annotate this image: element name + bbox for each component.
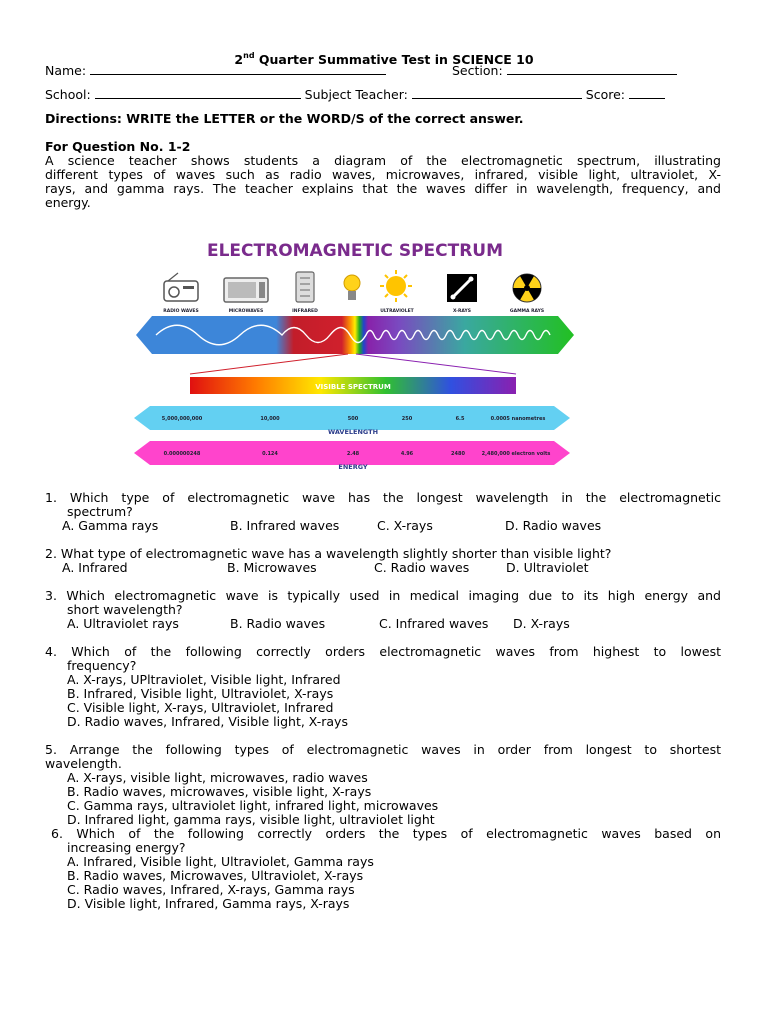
energy-value: 2.48 <box>346 451 360 457</box>
choice[interactable]: D. X-rays <box>513 616 570 631</box>
wavelength-value: 10,000 <box>260 416 280 422</box>
title-superscript: nd <box>243 51 255 60</box>
name-blank[interactable] <box>90 64 386 75</box>
radiation-icon <box>513 274 541 302</box>
intro-line: energy. <box>45 195 91 210</box>
band-label: MICROWAVES <box>228 309 264 314</box>
question-5: 5. Arrange the following types of electromagnetic waves in order from longest to shortest <box>45 742 721 757</box>
visible-spectrum-label: VISIBLE SPECTRUM <box>315 383 391 391</box>
choice[interactable]: A. X-rays, visible light, microwaves, radio waves <box>67 770 368 785</box>
choice[interactable]: D. Radio waves, Infrared, Visible light, X-rays <box>67 714 348 729</box>
section-row <box>452 64 677 78</box>
title-text: Quarter Summative Test in SCIENCE 10 <box>254 52 534 67</box>
choice[interactable]: B. Radio waves <box>230 616 326 631</box>
lightbulb-icon <box>344 275 360 300</box>
energy-value: 4.96 <box>400 451 414 457</box>
choice[interactable]: A. Ultraviolet rays <box>67 616 179 631</box>
intro-line: different types of waves such as radio waves, microwaves, infrared, visible light, ultraviolet, X- <box>45 167 721 182</box>
choice[interactable]: B. Microwaves <box>227 560 317 575</box>
choice[interactable]: B. Radio waves, Microwaves, Ultraviolet, X-rays <box>67 868 364 883</box>
wavelength-value: 250 <box>401 416 413 422</box>
question-4-continued: frequency? <box>67 658 137 673</box>
choice[interactable]: C. Infrared waves <box>379 616 489 631</box>
energy-value: 2,480,000 electron volts <box>481 451 551 457</box>
name-label: Name: <box>45 63 91 78</box>
question-4: 4. Which of the following correctly orders electromagnetic waves from highest to lowest <box>45 644 721 659</box>
question-3: 3. Which electromagnetic wave is typically used in medical imaging due to its high energy and <box>45 588 721 603</box>
question-1: 1. Which type of electromagnetic wave has the longest wavelength in the electromagnetic <box>45 490 721 505</box>
choice[interactable]: C. X-rays <box>377 518 433 533</box>
directions <box>45 112 524 126</box>
question-2: 2. What type of electromagnetic wave has a wavelength slightly shorter than visible light? <box>45 546 612 561</box>
choice[interactable]: D. Infrared light, gamma rays, visible light, ultraviolet light <box>67 812 435 827</box>
wavelength-value: 6.5 <box>455 416 465 422</box>
choice[interactable]: A. X-rays, UPltraviolet, Visible light, Infrared <box>67 672 341 687</box>
teacher-label: Subject Teacher: <box>300 87 412 102</box>
choice[interactable]: D. Radio waves <box>505 518 602 533</box>
choice[interactable]: A. Infrared, Visible light, Ultraviolet, Gamma rays <box>67 854 374 869</box>
energy-value: 2480 <box>451 451 465 457</box>
choice[interactable]: C. Radio waves, Infrared, X-rays, Gamma rays <box>67 882 355 897</box>
score-label: Score: <box>581 87 629 102</box>
x-ray-icon <box>447 274 477 302</box>
wavelength-value: 5,000,000,000 <box>161 416 203 422</box>
question-6: 6. Which of the following correctly orders the types of electromagnetic waves based on <box>51 826 721 841</box>
question-group-heading: For Question No. 1-2 <box>45 139 191 154</box>
directions-label: Directions: <box>45 111 122 126</box>
choice[interactable]: A. Gamma rays <box>62 518 159 533</box>
choice[interactable]: B. Radio waves, microwaves, visible light, X-rays <box>67 784 372 799</box>
teacher-blank[interactable] <box>412 88 582 99</box>
score-blank[interactable] <box>629 88 665 99</box>
choice[interactable]: C. Visible light, X-rays, Ultraviolet, Infrared <box>67 700 334 715</box>
question-5-continued: wavelength. <box>45 756 122 771</box>
section-blank[interactable] <box>507 64 677 75</box>
choice[interactable]: B. Infrared waves <box>230 518 340 533</box>
name-row <box>45 64 386 78</box>
question-6-continued: increasing energy? <box>67 840 186 855</box>
choice[interactable]: D. Ultraviolet <box>506 560 589 575</box>
diagram-title: ELECTROMAGNETIC SPECTRUM <box>206 241 504 261</box>
wavelength-value: 0.0005 nanometres <box>490 416 546 422</box>
intro-line: A science teacher shows students a diagram of the electromagnetic spectrum, illustrating <box>45 153 721 168</box>
section-label: Section: <box>452 63 507 78</box>
band-label: GAMMA RAYS <box>509 309 545 314</box>
question-1-continued: spectrum? <box>67 504 133 519</box>
band-label: INFRARED <box>292 309 318 314</box>
microwave-icon <box>224 278 268 302</box>
title-ordinal: 2 <box>234 52 244 67</box>
question-3-continued: short wavelength? <box>67 602 183 617</box>
energy-label: ENERGY <box>338 463 368 471</box>
energy-value: 0.000000248 <box>163 451 201 457</box>
electromagnetic-spectrum-diagram <box>120 228 590 478</box>
choice[interactable]: C. Radio waves <box>374 560 470 575</box>
intro-paragraph <box>45 154 721 196</box>
choice[interactable]: D. Visible light, Infrared, Gamma rays, X-rays <box>67 896 350 911</box>
choice[interactable]: B. Infrared, Visible light, Ultraviolet, X-rays <box>67 686 334 701</box>
school-label: School: <box>45 87 95 102</box>
directions-text: WRITE the LETTER or the WORD/S of the correct answer. <box>121 111 524 126</box>
band-label: ULTRAVIOLET <box>380 309 414 314</box>
heater-icon <box>296 272 314 302</box>
band-label: RADIO WAVES <box>163 309 199 314</box>
band-label: X-RAYS <box>453 309 471 314</box>
energy-value: 0.124 <box>262 451 278 457</box>
sun-icon <box>380 270 412 302</box>
intro-line: rays, and gamma rays. The teacher explains that the waves differ in wavelength, frequency, and <box>45 181 721 196</box>
school-blank[interactable] <box>95 88 301 99</box>
wavelength-value: 500 <box>347 416 359 422</box>
choice[interactable]: C. Gamma rays, ultraviolet light, infrared light, microwaves <box>67 798 439 813</box>
choice[interactable]: A. Infrared <box>62 560 128 575</box>
spectrum-band <box>136 316 574 354</box>
radio-icon <box>164 273 198 301</box>
wavelength-label: WAVELENGTH <box>327 428 379 436</box>
school-row <box>45 88 665 102</box>
